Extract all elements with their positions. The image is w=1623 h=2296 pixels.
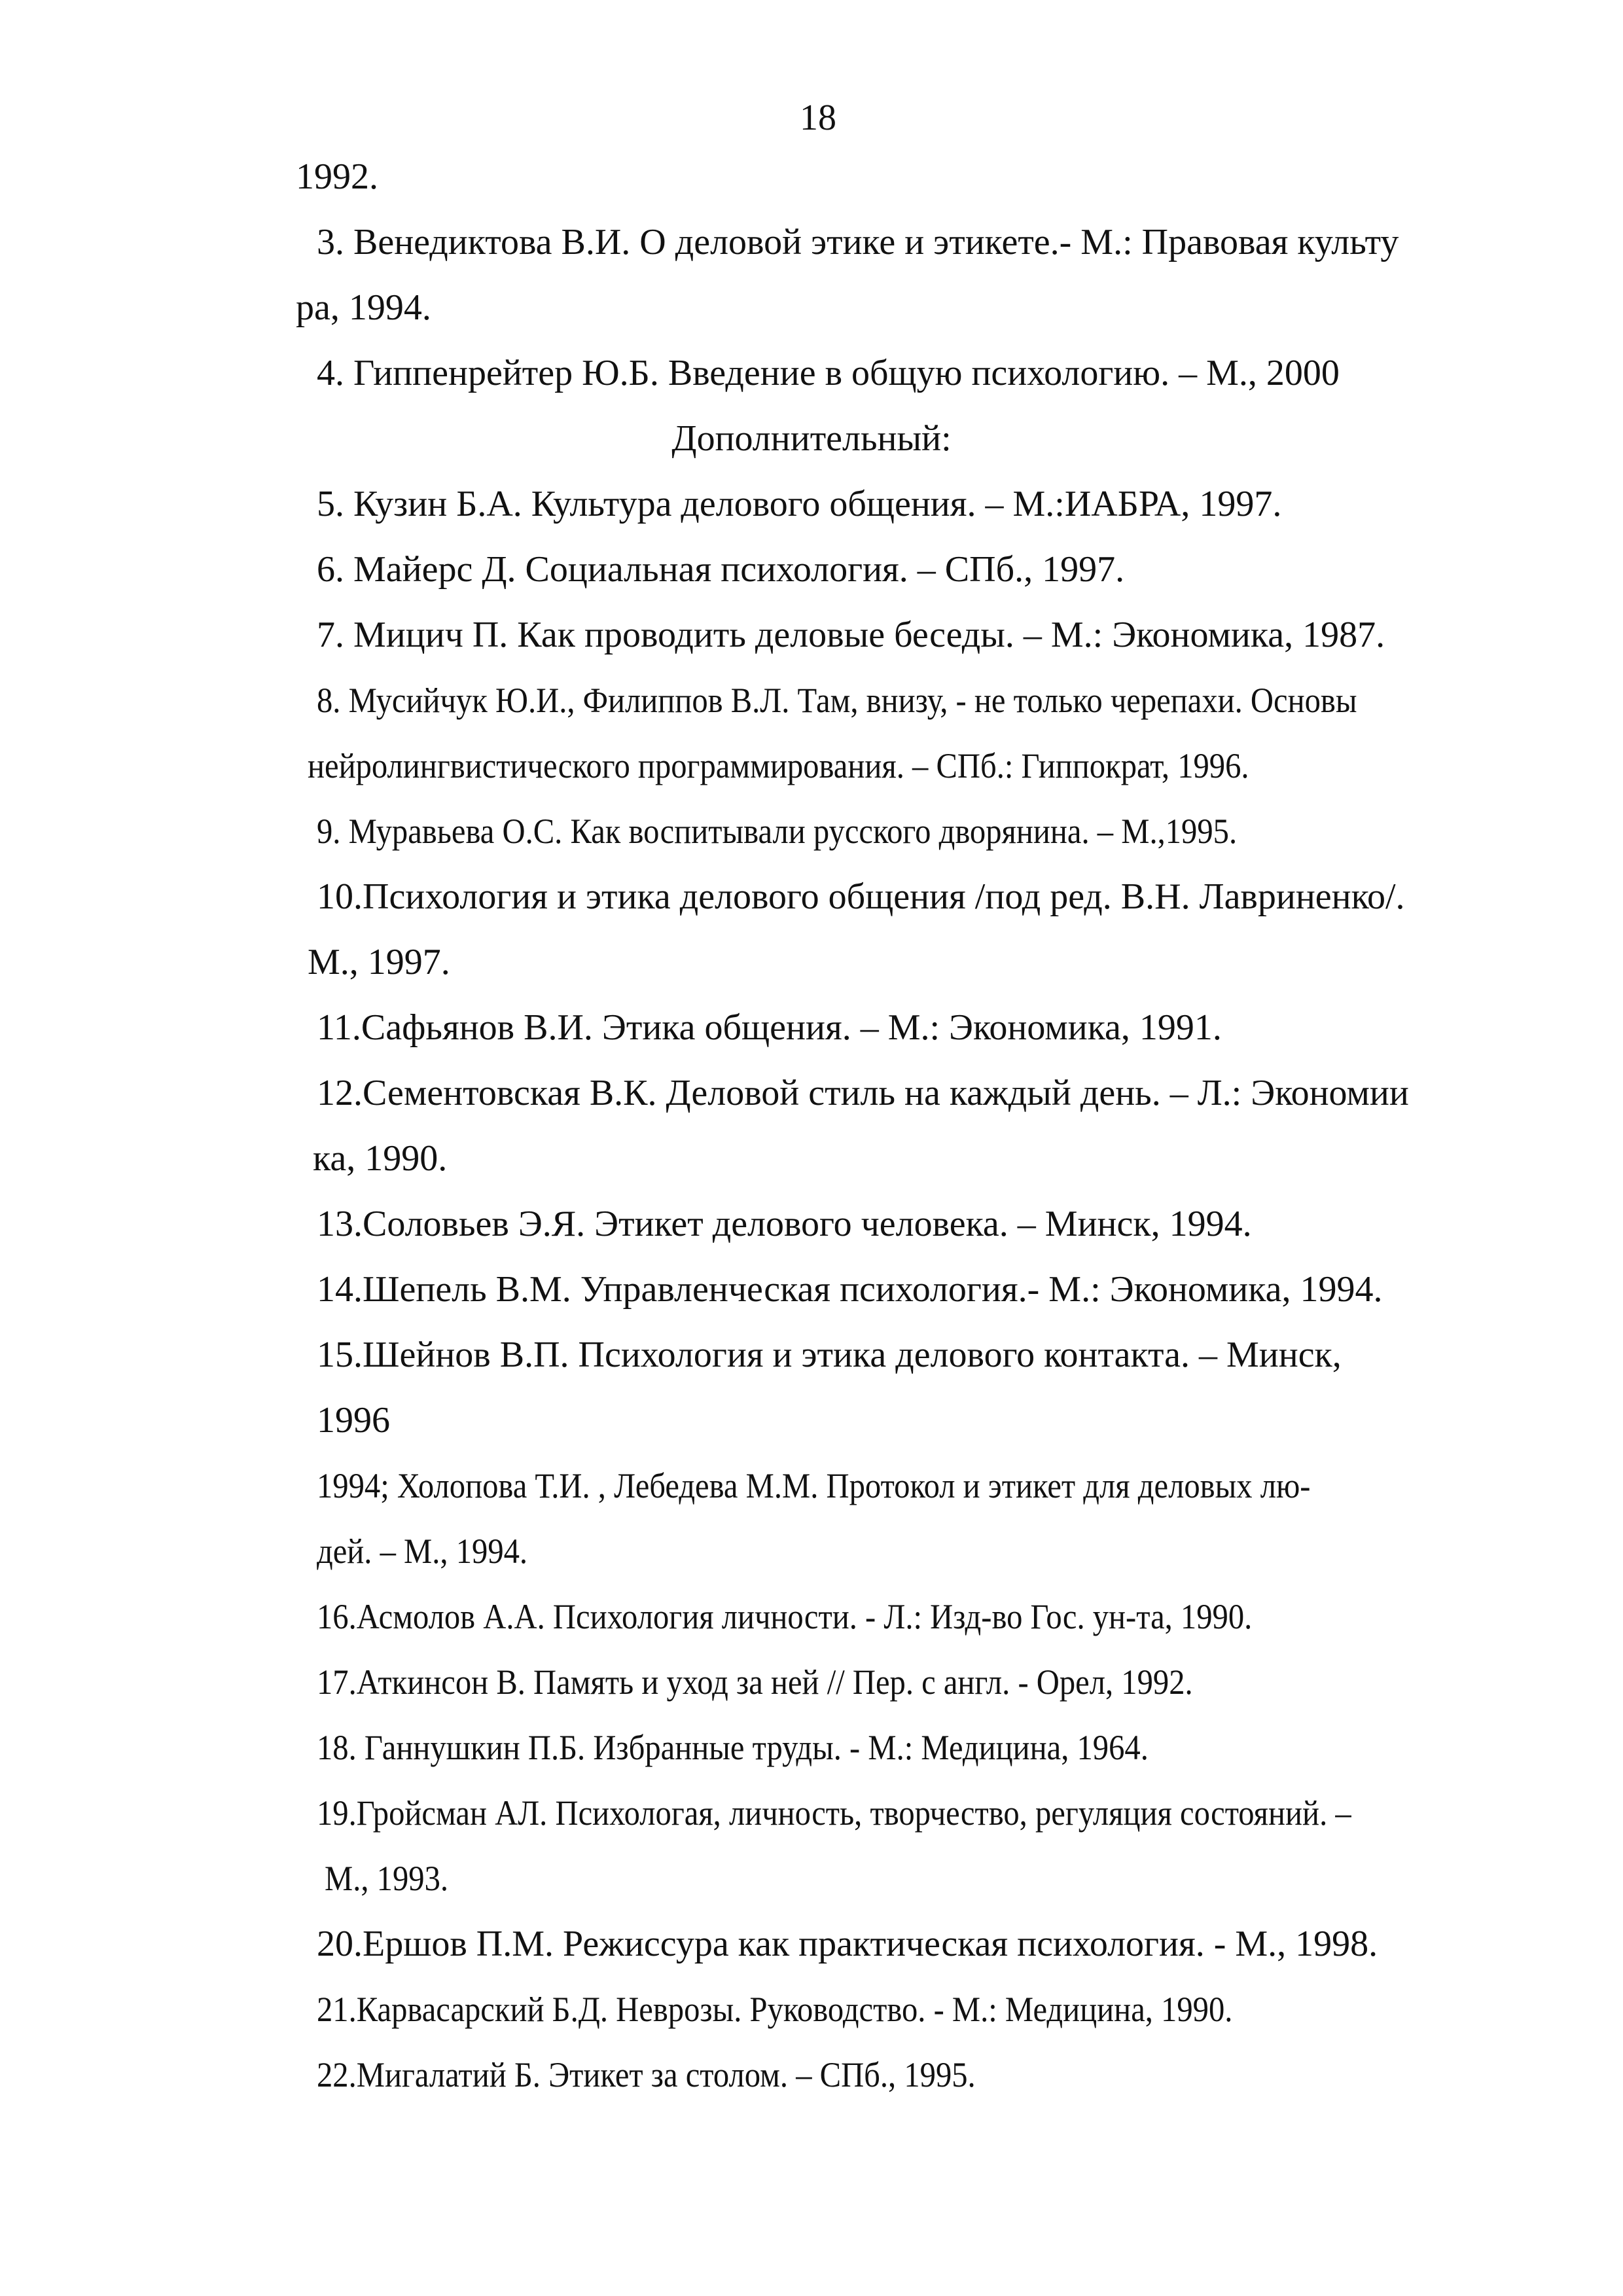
reference-item: 15.Шейнов В.П. Психология и этика делового контакта. – Минск, — [317, 1335, 1342, 1375]
reference-item: 18. Ганнушкин П.Б. Избранные труды. - М.: Медицина, 1964. — [317, 1728, 1149, 1767]
text-line: 1992. — [296, 156, 378, 197]
text-line: дей. – М., 1994. — [317, 1532, 528, 1571]
reference-item: 3. Венедиктова В.И. О деловой этике и этикете.- М.: Правовая культу — [317, 222, 1399, 262]
reference-item: 17.Аткинсон В. Память и уход за ней // Пер. с англ. - Орел, 1992. — [317, 1662, 1193, 1702]
reference-item: 19.Гройсман АЛ. Психологая, личность, творчество, регуляция состояний. – — [317, 1793, 1351, 1833]
reference-item: 10.Психология и этика делового общения /под ред. В.Н. Лавриненко/. — [317, 876, 1405, 917]
reference-item: 8. Мусийчук Ю.И., Филиппов В.Л. Там, внизу, - не только черепахи. Основы — [317, 681, 1357, 720]
text-line: ка, 1990. — [313, 1138, 448, 1179]
reference-item: 5. Кузин Б.А. Культура делового общения. – М.:ИАБРА, 1997. — [317, 484, 1282, 524]
text-line: ра, 1994. — [296, 287, 431, 328]
text-line: нейролингвистического программирования. – СПб.: Гиппократ, 1996. — [308, 746, 1249, 785]
reference-item: 7. Мицич П. Как проводить деловые беседы. – М.: Экономика, 1987. — [317, 615, 1385, 655]
reference-item: 4. Гиппенрейтер Ю.Б. Введение в общую психологию. – М., 2000 — [317, 353, 1340, 393]
page-number: 18 — [800, 98, 836, 138]
reference-item: 6. Майерс Д. Социальная психология. – СПб., 1997. — [317, 549, 1125, 590]
text-line: М., 1993. — [325, 1859, 449, 1898]
reference-item: 13.Соловьев Э.Я. Этикет делового человека. – Минск, 1994. — [317, 1204, 1252, 1244]
text-line: М., 1997. — [308, 942, 450, 982]
reference-item: 21.Карвасарский Б.Д. Неврозы. Руководство. - М.: Медицина, 1990. — [317, 1990, 1233, 2029]
text-line: 1996 — [317, 1400, 390, 1441]
text-line: 1994; Холопова Т.И. , Лебедева М.М. Протокол и этикет для деловых лю- — [317, 1466, 1311, 1505]
reference-item: 9. Муравьева О.С. Как воспитывали русского дворянина. – М.,1995. — [317, 812, 1238, 851]
reference-item: 14.Шепель В.М. Управленческая психология.- М.: Экономика, 1994. — [317, 1269, 1383, 1310]
reference-item: 20.Ершов П.М. Режиссура как практическая психология. - М., 1998. — [317, 1924, 1378, 1964]
reference-item: 16.Асмолов А.А. Психология личности. - Л.: Изд-во Гос. ун-та, 1990. — [317, 1597, 1253, 1636]
reference-item: 22.Мигалатий Б. Этикет за столом. – СПб., 1995. — [317, 2055, 976, 2094]
section-heading: Дополнительный: — [671, 418, 952, 459]
reference-item: 12.Сементовская В.К. Деловой стиль на каждый день. – Л.: Экономии — [317, 1073, 1409, 1113]
reference-item: 11.Сафьянов В.И. Этика общения. – М.: Экономика, 1991. — [317, 1007, 1222, 1048]
